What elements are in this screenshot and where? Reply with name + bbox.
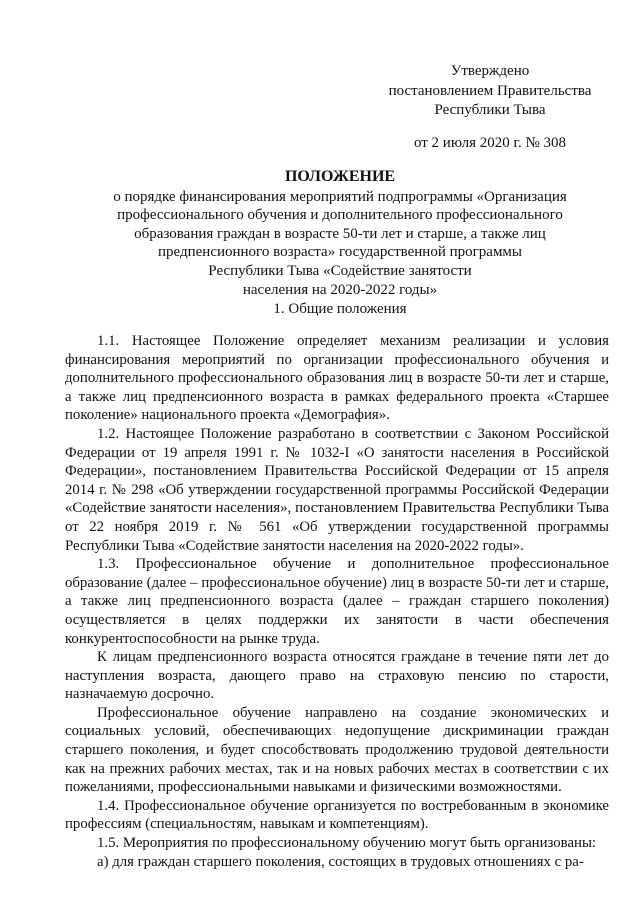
title-heading: ПОЛОЖЕНИЕ [284,168,396,185]
paragraph-1-3: 1.3. Профессиональное обучение и дополнительное профессиональное образование (далее – профессиональное обучение) лиц в возрасте 50-ти лет и старше, а также лиц предпенсионного возраста (далее – граждан старшего поколения) осуществляется в целях поддержки их занятости в части обеспечения конкурентоспособности на рынке труда. [65,556,609,647]
paragraph-1-5: 1.5. Мероприятия по профессиональному обучению могут быть организованы: [97,835,597,852]
approval-stamp [380,62,600,153]
paragraph-1-5-a: а) для граждан старшего поколения, состоящих в трудовых отношениях с ра- [97,853,584,870]
title-line-2: профессионального обучения и дополнительного профессионального [117,207,563,224]
approval-line-2: постановлением Правительства [388,82,592,99]
title-line-4: предпенсионного возраста» государственной программы [157,244,523,261]
title-line-1: о порядке финансирования мероприятий подпрограммы «Организация [113,188,567,205]
document-title [60,168,620,299]
paragraph-training-purpose: Профессиональное обучение направлено на создание экономических и социальных условий, обеспечивающих недопущение дискриминации граждан старшего поколения, и будет способствовать продолжению трудовой деятельности как на прежних рабочих местах, так и на новых рабочих местах в соответствии с их пожеланиями, профессиональными навыками и физическими возможностями. [65,704,609,796]
section-heading: 1. Общие положения [273,301,407,317]
approval-date: от 2 июля 2020 г. № 308 [413,134,567,151]
approval-line-3: Республики Тыва [434,102,546,118]
document-body [65,332,609,871]
paragraph-1-4: 1.4. Профессиональное обучение организуется по востребованным в экономике профессиям (специальностям, навыкам и компетенциям). [65,797,609,833]
approval-line-1: Утверждено [450,63,530,79]
title-line-5: Республики Тыва «Содействие занятости [208,262,472,279]
paragraph-1-1: 1.1. Настоящее Положение определяет механизм реализации и условия финансирования мероприятий по организации профессионального обучения и дополнительного профессионального образования лиц в возрасте 50-ти лет и старше, а также лиц предпенсионного возраста в рамках федерального проекта «Старшее поколение» национального проекта «Демография». [65,333,609,424]
paragraph-pre-pension: К лицам предпенсионного возраста относятся граждане в течение пяти лет до наступления возраста, дающего право на страховую пенсию по старости, назначаемую досрочно. [65,649,609,703]
paragraph-1-2: 1.2. Настоящее Положение разработано в соответствии с Законом Российской Федерации от 19 апреля 1991 г. № 1032-I «О занятости населения в Российской Федерации», постановлением Правительства Российской Федерации от 15 апреля 2014 г. № 298 «Об утверждении государственной программы Российской Федерации «Содействие занятости населения», постановлением Правительства Республики Тыва от 22 ноября 2019 г. № 561 «Об утверждении государственной программы Республики Тыва «Содействие занятости населения на 2020-2022 годы». [65,425,609,554]
title-line-6: населения на 2020-2022 годы» [242,281,438,298]
title-line-3: образования граждан в возрасте 50-ти лет и старше, а также лиц [134,225,546,242]
